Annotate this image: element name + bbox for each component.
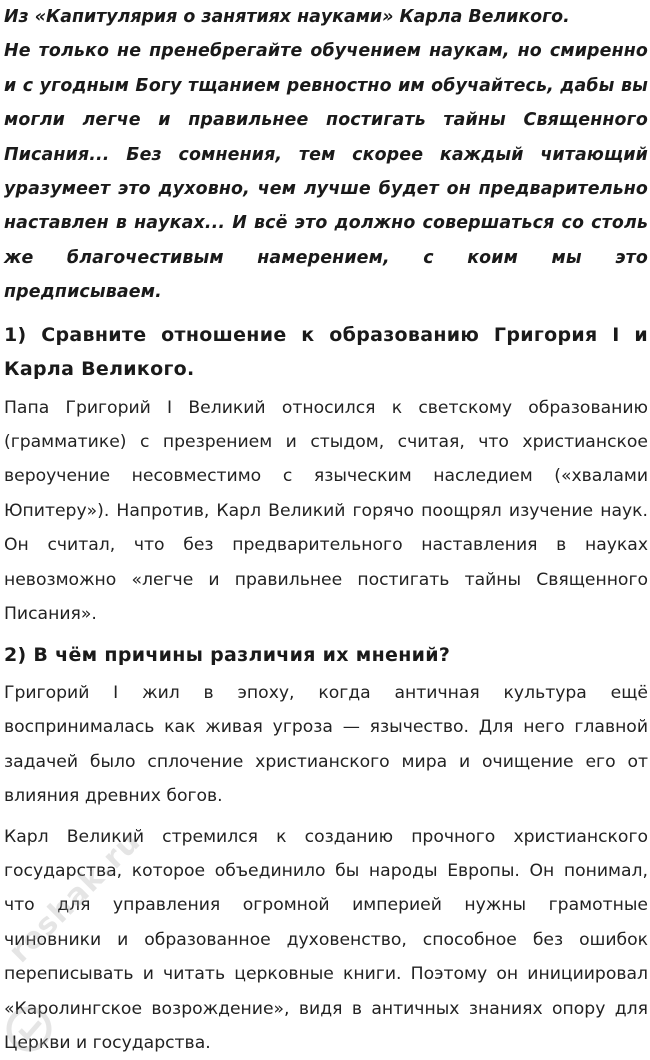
- watermark-text: reshak.ru: [2, 824, 148, 970]
- quote-text: Не только не пренебрегайте обучением наукам, но смиренно и с угодным Богу тщанием ревностно им обучайтесь, дабы вы могли легче и правильнее постигать тайны Священного Писания... Без сомнения, тем скорее каждый читающий уразумеет это духовно, чем лучше будет он предварительно наставлен в науках... И всё это должно совершаться со столь же благочестивым намерением, с коим мы это предписываем.: [4, 41, 648, 303]
- source-heading: Из «Капитулярия о занятиях науками» Карла Великого.: [4, 7, 570, 27]
- watermark-logo-icon: [0, 1000, 58, 1058]
- answer-1-paragraph-1: Папа Григорий I Великий относился к светскому образованию (грамматике) с презрением и стыдом, считая, что христианское вероучение несовместимо с языческим наследием («хвалами Юпитеру»). Напротив, Карл Великий горячо поощрял изучение наук. Он считал, что без предварительного наставления в науках невозможно «легче и правильнее постигать тайны Священного Писания».: [4, 397, 648, 625]
- document-page: [4, 0, 648, 1060]
- answer-2-paragraph-1: Григорий I жил в эпоху, когда античная культура ещё воспринималась как живая угроза — язычество. Для него главной задачей было сплочение христианского мира и очищение его от влияния древних богов.: [4, 683, 648, 807]
- answer-2-paragraph-2: Карл Великий стремился к созданию прочного христианского государства, которое объединило бы народы Европы. Он понимал, что для управления огромной империей нужны грамотные чиновники и образованное духовенство, способное без ошибок переписывать и читать церковные книги. Поэтому он инициировал «Каролингское возрождение», видя в античных знаниях опору для Церкви и государства.: [4, 826, 648, 1054]
- question-1: 1) Сравните отношение к образованию Григория I и Карла Великого.: [4, 323, 648, 381]
- question-2: 2) В чём причины различия их мнений?: [4, 643, 451, 666]
